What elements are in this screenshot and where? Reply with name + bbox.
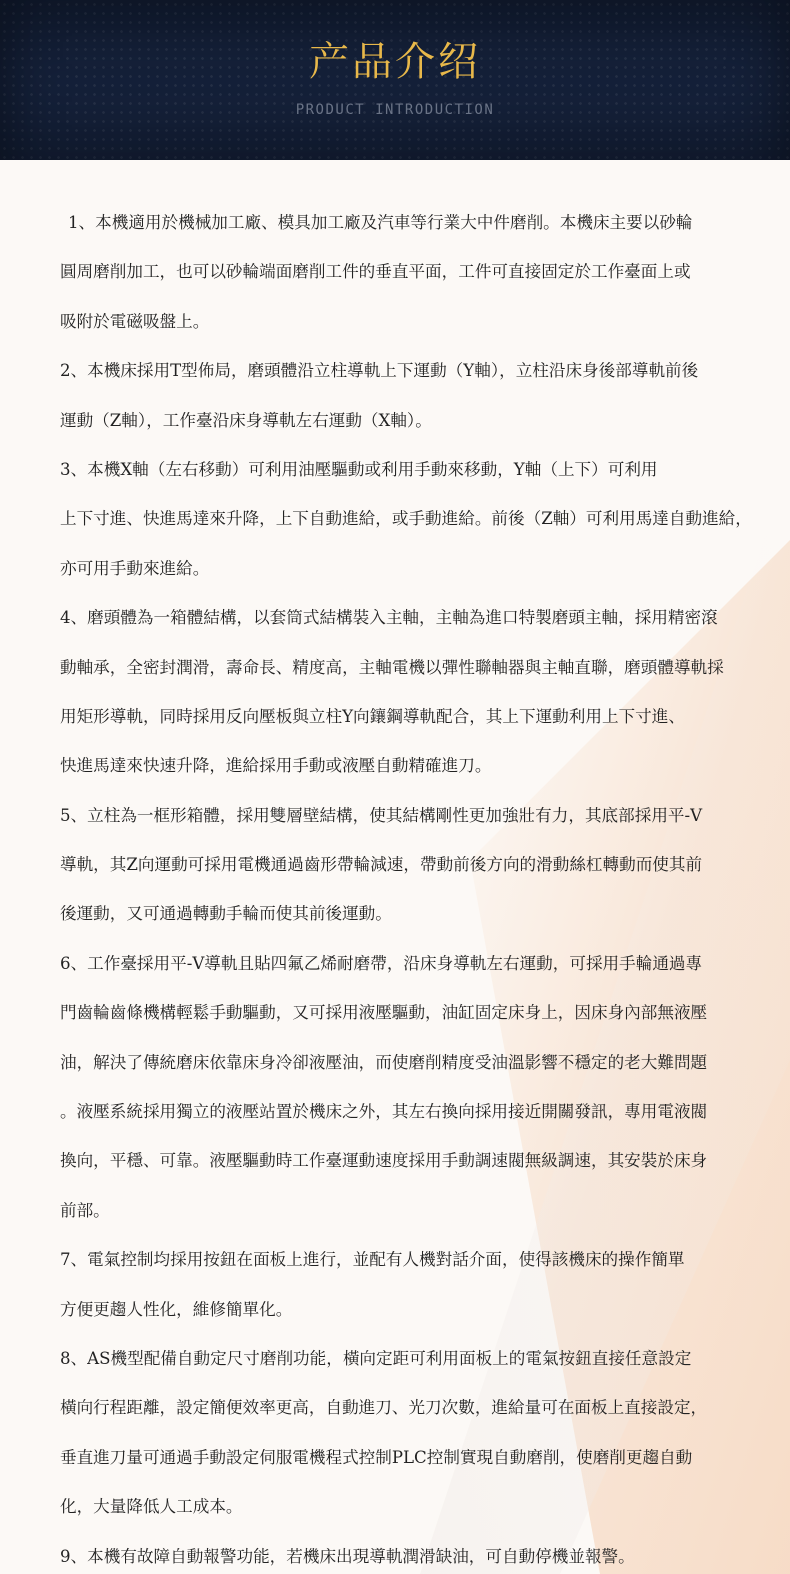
content-area <box>0 160 790 1574</box>
text-line: 快進馬達來快速升降，進給採用手動或液壓自動精確進刀。 <box>60 756 492 776</box>
text-line: 化，大量降低人工成本。 <box>60 1497 243 1517</box>
text-line: 1、本機適用於機械加工廠、模具加工廠及汽車等行業大中件磨削。本機床主要以砂輪 <box>68 213 693 232</box>
text-line: 用矩形導軌，同時採用反向壓板與立柱Y向鑲鋼導軌配合，其上下運動利用上下寸進、 <box>60 706 685 726</box>
text-line: 亦可用手動來進給。 <box>60 558 210 578</box>
text-line: 後運動，又可通過轉動手輪而使其前後運動。 <box>60 904 392 924</box>
text-line: 3、本機X軸（左右移動）可利用油壓驅動或利用手動來移動，Y軸（上下）可利用 <box>60 459 658 479</box>
text-line: 4、磨頭體為一箱體結構，以套筒式結構裝入主軸，主軸為進口特製磨頭主軸，採用精密滾 <box>60 608 718 628</box>
text-line: 門齒輪齒條機構輕鬆手動驅動，又可採用液壓驅動，油缸固定床身上，因床身內部無液壓 <box>60 1003 708 1023</box>
introduction-text <box>60 198 784 1574</box>
text-line: 動軸承，全密封潤滑，壽命長、精度高，主軸電機以彈性聯軸器與主軸直聯，磨頭體導軌採 <box>60 657 724 677</box>
header-banner <box>0 0 790 160</box>
text-line: 7、電氣控制均採用按鈕在面板上進行，並配有人機對話介面，使得該機床的操作簡單 <box>60 1250 685 1270</box>
text-line: 9、本機有故障自動報警功能，若機床出現導軌潤滑缺油，可自動停機並報警。 <box>60 1546 635 1566</box>
text-line: 上下寸進、快進馬達來升降，上下自動進給，或手動進給。前後（Z軸）可利用馬達自動進給， <box>60 509 752 529</box>
text-line: 吸附於電磁吸盤上。 <box>60 311 210 331</box>
text-line: 圓周磨削加工，也可以砂輪端面磨削工件的垂直平面，工件可直接固定於工作臺面上或 <box>60 262 691 282</box>
page-title: 产品介绍 <box>309 39 481 85</box>
text-line: 換向，平穩、可靠。液壓驅動時工作臺運動速度採用手動調速閥無級調速，其安裝於床身 <box>60 1151 708 1171</box>
text-line: 方便更趨人性化，維修簡單化。 <box>60 1299 293 1319</box>
text-line: 前部。 <box>60 1200 110 1220</box>
text-line: 2、本機床採用T型佈局，磨頭體沿立柱導軌上下運動（Y軸），立柱沿床身後部導軌前後 <box>60 361 699 381</box>
page-subtitle: PRODUCT INTRODUCTION <box>295 102 495 118</box>
text-line: 導軌，其Z向運動可採用電機通過齒形帶輪減速，帶動前後方向的滑動絲杠轉動而使其前 <box>60 855 703 875</box>
text-line: 橫向行程距離，設定簡便效率更高，自動進刀、光刀次數，進給量可在面板上直接設定， <box>60 1398 708 1418</box>
text-line: 垂直進刀量可通過手動設定伺服電機程式控制PLC控制實現自動磨削，使磨削更趨自動 <box>60 1447 693 1467</box>
text-line: 。液壓系統採用獨立的液壓站置於機床之外，其左右換向採用接近開關發訊，專用電液閥 <box>60 1102 708 1122</box>
text-line: 5、立柱為一框形箱體，採用雙層壁結構，使其結構剛性更加強壯有力，其底部採用平-V <box>60 805 703 825</box>
text-line: 運動（Z軸），工作臺沿床身導軌左右運動（X軸）。 <box>60 410 432 430</box>
text-line: 油，解決了傳統磨床依靠床身冷卻液壓油，而使磨削精度受油溫影響不穩定的老大難問題 <box>60 1052 708 1072</box>
text-line: 8、AS機型配備自動定尺寸磨削功能，橫向定距可利用面板上的電氣按鈕直接任意設定 <box>60 1348 692 1368</box>
text-line: 6、工作臺採用平-V導軌且貼四氟乙烯耐磨帶，沿床身導軌左右運動，可採用手輪通過專 <box>60 953 703 973</box>
